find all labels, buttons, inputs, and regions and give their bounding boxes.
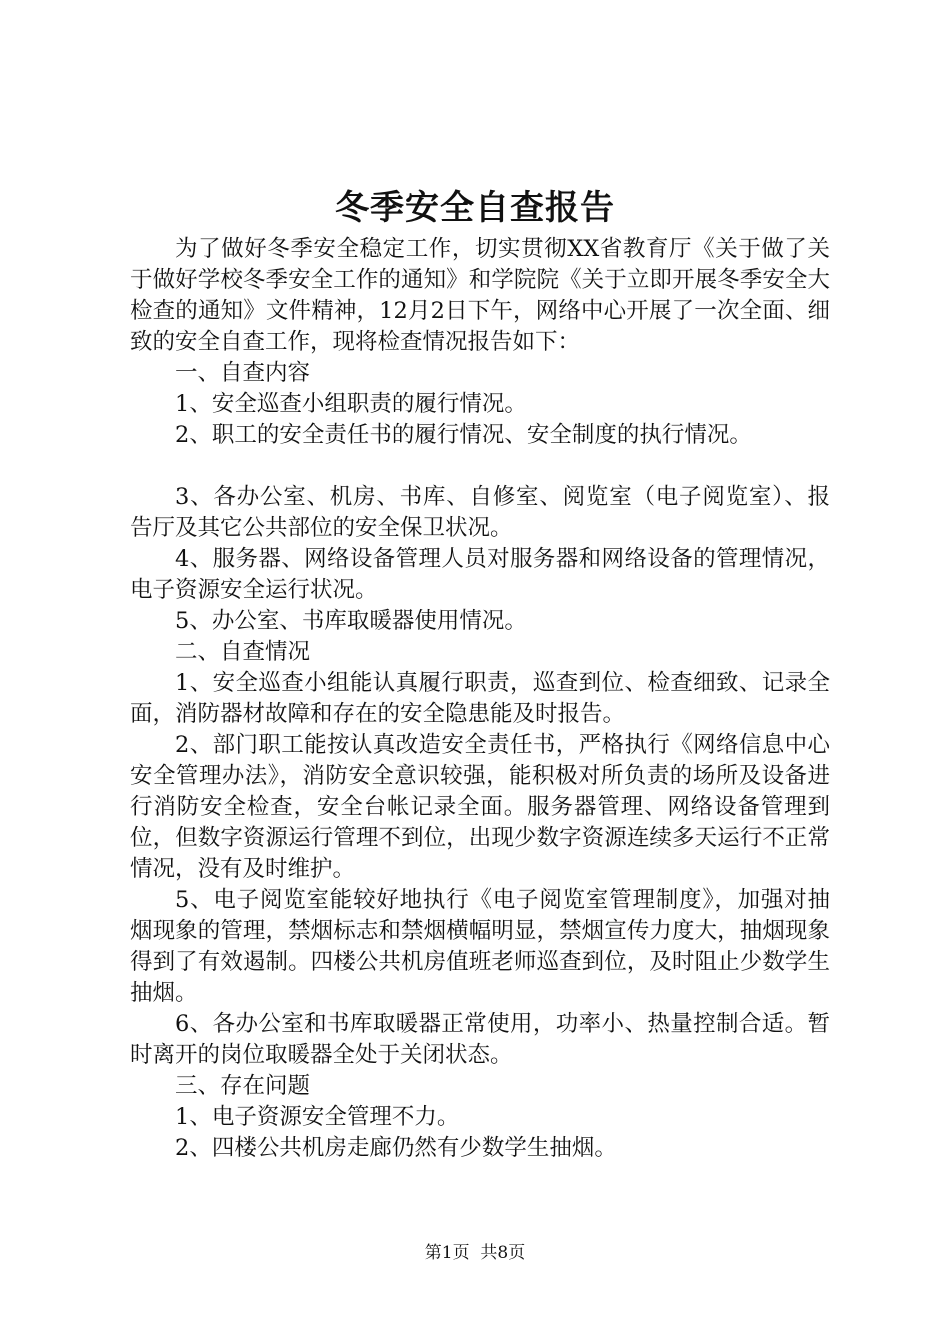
section-heading-1: 一、自查内容	[175, 360, 311, 386]
intro-paragraph: 为了做好冬季安全稳定工作，切实贯彻XX省教育厅《关于做了关于做好学校冬季安全工作的通知》和学院院《关于立即开展冬季安全大检查的通知》文件精神，12月2日下午，网络中心开展了一次全面、细致的安全自查工作，现将检查情况报告如下：	[130, 236, 830, 355]
list-item: 1、安全巡查小组职责的履行情况。	[175, 391, 527, 417]
list-item: 5、电子阅览室能较好地执行《电子阅览室管理制度》，加强对抽烟现象的管理，禁烟标志和禁烟横幅明显，禁烟宣传力度大，抽烟现象得到了有效遏制。四楼公共机房值班老师巡查到位，及时阻止少数学生抽烟。	[130, 887, 830, 1006]
list-item: 2、四楼公共机房走廊仍然有少数学生抽烟。	[175, 1135, 617, 1161]
list-item: 4、服务器、网络设备管理人员对服务器和网络设备的管理情况，电子资源安全运行状况。	[130, 546, 830, 603]
section-heading-2: 二、自查情况	[175, 639, 311, 665]
page-total: 共8页	[480, 1243, 526, 1263]
list-item: 5、办公室、书库取暖器使用情况。	[175, 608, 527, 634]
list-item: 3、各办公室、机房、书库、自修室、阅览室（电子阅览室）、报告厅及其它公共部位的安全保卫状况。	[130, 484, 830, 541]
document-body	[130, 234, 830, 1164]
list-item: 1、电子资源安全管理不力。	[175, 1104, 460, 1130]
list-item: 6、各办公室和书库取暖器正常使用，功率小、热量控制合适。暂时离开的岗位取暖器全处于关闭状态。	[130, 1011, 830, 1068]
document-title: 冬季安全自查报告	[335, 188, 615, 228]
list-item: 2、职工的安全责任书的履行情况、安全制度的执行情况。	[175, 422, 752, 448]
list-item: 2、部门职工能按认真改造安全责任书，严格执行《网络信息中心安全管理办法》，消防安全意识较强，能积极对所负责的场所及设备进行消防安全检查，安全台帐记录全面。服务器管理、网络设备管理到位，但数字资源运行管理不到位，出现少数字资源连续多天运行不正常情况，没有及时维护。	[130, 732, 830, 882]
page-number: 第1页	[424, 1243, 470, 1263]
page-footer	[0, 1241, 950, 1265]
list-item: 1、安全巡查小组能认真履行职责，巡查到位、检查细致、记录全面，消防器材故障和存在的安全隐患能及时报告。	[130, 670, 830, 727]
section-heading-3: 三、存在问题	[175, 1073, 311, 1099]
